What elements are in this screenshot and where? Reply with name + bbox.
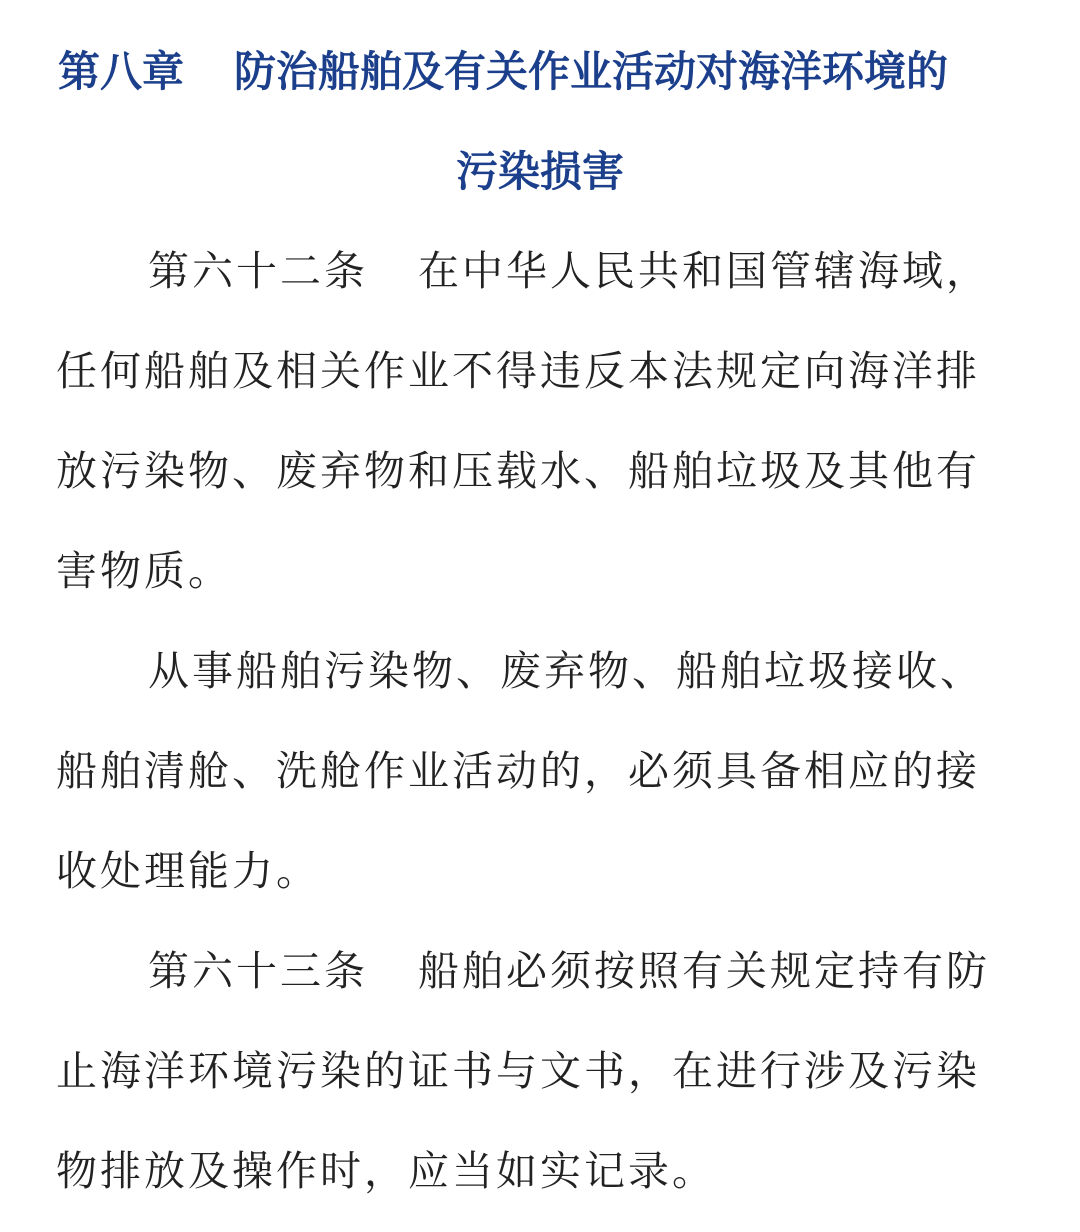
article-62-label: 第六十二条 (148, 247, 368, 295)
article-62-text-1: 在中华人民共和国管辖海域， (418, 247, 990, 295)
article-63-label: 第六十三条 (148, 947, 368, 995)
chapter-title-line-1 (0, 44, 1080, 100)
chapter-title-line-2: 污染损害 (455, 147, 624, 196)
article-63-line-1 (148, 943, 990, 999)
chapter-title-text: 防治船舶及有关作业活动对海洋环境的 (234, 47, 949, 96)
article-62-line-2: 任何船舶及相关作业不得违反本法规定向海洋排 (56, 347, 980, 395)
article-62-line-4: 害物质。 (56, 547, 232, 595)
article-62-line-3: 放污染物、废弃物和压载水、船舶垃圾及其他有 (56, 447, 980, 495)
article-63-line-3: 物排放及操作时，应当如实记录。 (56, 1147, 716, 1195)
article-62-para-2-line-3: 收处理能力。 (56, 847, 320, 895)
article-63-text-1: 船舶必须按照有关规定持有防 (418, 947, 990, 995)
article-63-line-2: 止海洋环境污染的证书与文书，在进行涉及污染 (56, 1047, 980, 1095)
article-62-para-2-line-2: 船舶清舱、洗舱作业活动的，必须具备相应的接 (56, 747, 980, 795)
article-62-para-2-line-1: 从事船舶污染物、废弃物、船舶垃圾接收、 (148, 647, 984, 695)
chapter-number: 第八章 (58, 47, 185, 96)
article-62-line-1 (148, 243, 990, 299)
